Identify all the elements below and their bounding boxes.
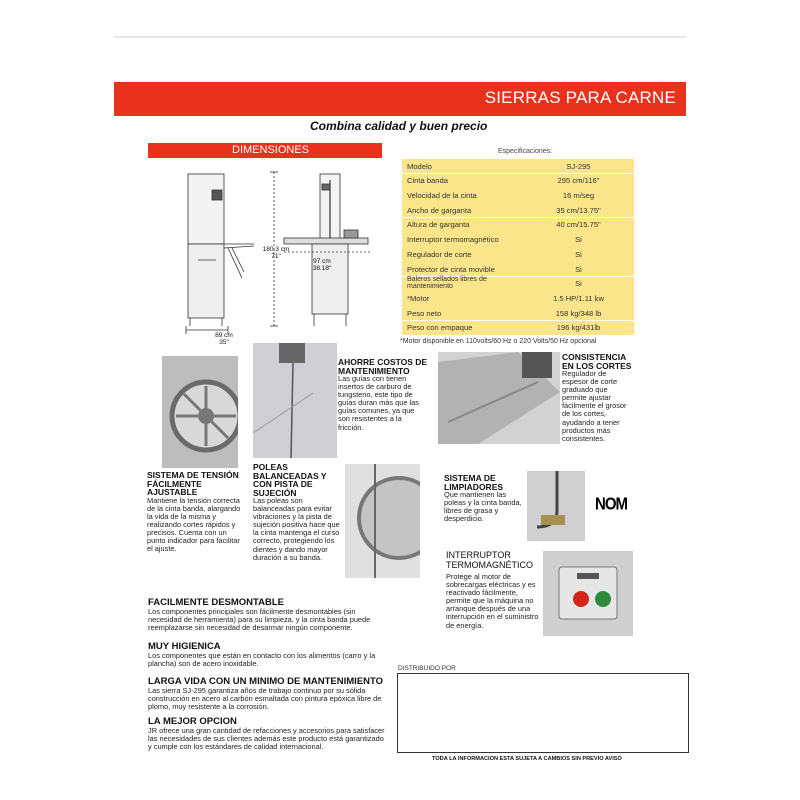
section-higienica-text: Los componentes que están en contacto con los alimentos (carro y la plancha) son de acero inoxidable. xyxy=(148,651,376,669)
width-dimension: 89 cm 35" xyxy=(215,332,233,346)
distributor-label: DISTRIBUIDO POR xyxy=(398,665,456,672)
spec-value: Si xyxy=(575,279,582,289)
feature-ahorro xyxy=(338,358,428,432)
specs-title: Especificaciones: xyxy=(498,148,553,155)
spec-value: 1.5 HP/1.11 kw xyxy=(553,293,604,303)
spec-row xyxy=(402,203,634,217)
spec-value: 158 kg/348 lb xyxy=(555,308,602,318)
feature-interruptor-title: INTERRUPTOR TERMOMAGNÉTICO xyxy=(446,550,533,570)
title-banner xyxy=(114,82,686,116)
spec-row xyxy=(402,247,634,261)
feature-poleas xyxy=(253,463,343,562)
section-desmontable-title: FACILMENTE DESMONTABLE xyxy=(148,597,284,608)
feature-ahorro-title: AHORRE COSTOS DE MANTENIMIENTO xyxy=(338,357,428,376)
feature-consistencia-text: Regulador de espesor de corte graduado que permite ajustar fácilmente el grosor de los cortes, ayudando a tener productos más consistentes. xyxy=(562,369,627,443)
spec-row xyxy=(402,218,634,232)
section-mejor-title: LA MEJOR OPCION xyxy=(148,716,237,727)
spec-label: Ancho de garganta xyxy=(407,205,472,215)
spec-value: 196 kg/431lb xyxy=(556,323,601,333)
spec-row xyxy=(402,188,634,202)
spec-row xyxy=(402,321,634,335)
top-divider xyxy=(114,36,686,38)
feature-interruptor xyxy=(446,550,540,630)
section-higienica xyxy=(148,642,388,668)
page-title: SIERRAS PARA CARNE xyxy=(484,88,676,107)
spec-row xyxy=(402,277,634,291)
spec-label: Baleros sellados libres de mantenimiento xyxy=(407,276,487,290)
thermomagnetic-switch-photo xyxy=(543,551,633,636)
spec-label: Peso neto xyxy=(407,308,442,318)
feature-limpiadores-text: Que mantienen las poleas y la cinta banda, libres de grasa y desperdicio. xyxy=(444,490,522,524)
specs-note: *Motor disponible en 110volts/60 Hz o 220 Volts/50 Hz opcional xyxy=(400,338,597,345)
distributor-box xyxy=(397,673,689,753)
feature-interruptor-text: Protege al motor de sobrecargas eléctricas y es reactivado fácilmente, permite que la máquina no arranque después de una interrupción en el suministro de energía. xyxy=(446,572,539,630)
spec-label: Protector de cinta movible xyxy=(407,264,495,274)
spec-label: Peso con empaque xyxy=(407,323,473,333)
spec-label: Altura de garganta xyxy=(407,220,470,230)
depth-dimension: 97 cm 38.18" xyxy=(312,258,332,272)
dimensions-title: DIMENSIONES xyxy=(232,144,310,156)
spec-value: 40 cm/15.75" xyxy=(556,220,601,230)
spec-label: *Motor xyxy=(407,293,430,303)
section-desmontable xyxy=(148,598,388,632)
spec-row xyxy=(402,159,634,173)
section-higienica-title: MUY HIGIENICA xyxy=(148,641,221,652)
spec-value: Si xyxy=(575,264,582,274)
spec-row xyxy=(402,291,634,305)
cleaners-photo xyxy=(527,471,585,541)
feature-poleas-text: Las poleas son balanceadas para evitar vibraciones y la pista de sujeción positiva hace que la cinta mantenga el curso correcto, protegiendo los dientes y dando mayor duración a su banda. xyxy=(253,496,340,562)
cut-regulator-photo xyxy=(438,352,560,444)
height-dimension: 180.3 cm 71" xyxy=(262,246,290,260)
section-larga-vida-title: LARGA VIDA CON UN MINIMO DE MANTENIMIENTO xyxy=(148,676,384,687)
feature-tension xyxy=(147,471,247,553)
disclaimer: TODA LA INFORMACION ESTA SUJETA A CAMBIOS SIN PREVIO AVISO xyxy=(432,756,622,762)
section-mejor-text: JR ofrece una gran cantidad de refacciones y accesorios para satisfacer las necesidades de sus clientes además este producto está garantizado y cumple con los estándares de calidad internacional. xyxy=(148,726,385,752)
spec-label: Cinta banda xyxy=(407,176,448,186)
section-desmontable-text: Los componentes principales son fácilmente desmontables (sin necesidad de herramienta) para su limpieza, y la cinta banda puede reemplazarse sin necesidad de desarmar ningún componente. xyxy=(148,607,371,633)
spec-value: SJ-295 xyxy=(566,161,591,171)
section-mejor xyxy=(148,717,388,751)
feature-tension-text: Mantiene la tensión correcta de la cinta banda, alargando la vida de la misma y realizando cortes rápidos y precisos. Cuenta con un punto indicador para facilitar el ajuste. xyxy=(147,495,241,554)
spec-label: Regulador de corte xyxy=(407,249,472,259)
spec-row xyxy=(402,232,634,246)
spec-label: Velocidad de la cinta xyxy=(407,191,477,201)
guides-photo xyxy=(253,343,337,458)
spec-label: Interruptor termomagnético xyxy=(407,235,499,245)
spec-value: 16 m/seg xyxy=(562,191,595,201)
spec-row xyxy=(402,174,634,188)
feature-ahorro-text: Las guías con tienen insertos de carburo de tungsteno, este tipo de guías duran más que las guías comunes, ya que son resistentes a la fricción. xyxy=(338,374,419,432)
feature-consistencia-title: CONSISTENCIA EN LOS CORTES xyxy=(562,352,632,371)
spec-value: 35 cm/13.75" xyxy=(556,205,601,215)
nom-logo: NOM xyxy=(595,494,627,515)
tension-wheel-photo xyxy=(162,356,238,468)
spec-label: Modelo xyxy=(407,161,432,171)
pulleys-photo xyxy=(345,464,420,578)
feature-consistencia xyxy=(562,353,634,443)
spec-value: Si xyxy=(575,249,582,259)
page-subtitle: Combina calidad y buen precio xyxy=(310,119,488,133)
section-larga-vida-text: Las sierra SJ-295 garantiza años de trabajo continuo por su sólida construcción en acero al carbón esmaltada con pintura epóxica libre de plomo, muy resistente a la corrosión. xyxy=(148,686,382,712)
feature-tension-title: SISTEMA DE TENSIÓN FÁCILMENTE AJUSTABLE xyxy=(147,470,239,497)
spec-row xyxy=(402,262,634,276)
spec-value: Si xyxy=(575,235,582,245)
spec-value: 295 cm/116" xyxy=(557,176,600,186)
feature-limpiadores xyxy=(444,474,524,523)
spec-row xyxy=(402,306,634,320)
feature-limpiadores-title: SISTEMA DE LIMPIADORES xyxy=(444,473,504,492)
feature-poleas-title: POLEAS BALANCEADAS Y CON PISTA DE SUJECIÓN xyxy=(253,462,327,498)
specs-table xyxy=(402,159,634,335)
section-larga-vida xyxy=(148,677,388,711)
